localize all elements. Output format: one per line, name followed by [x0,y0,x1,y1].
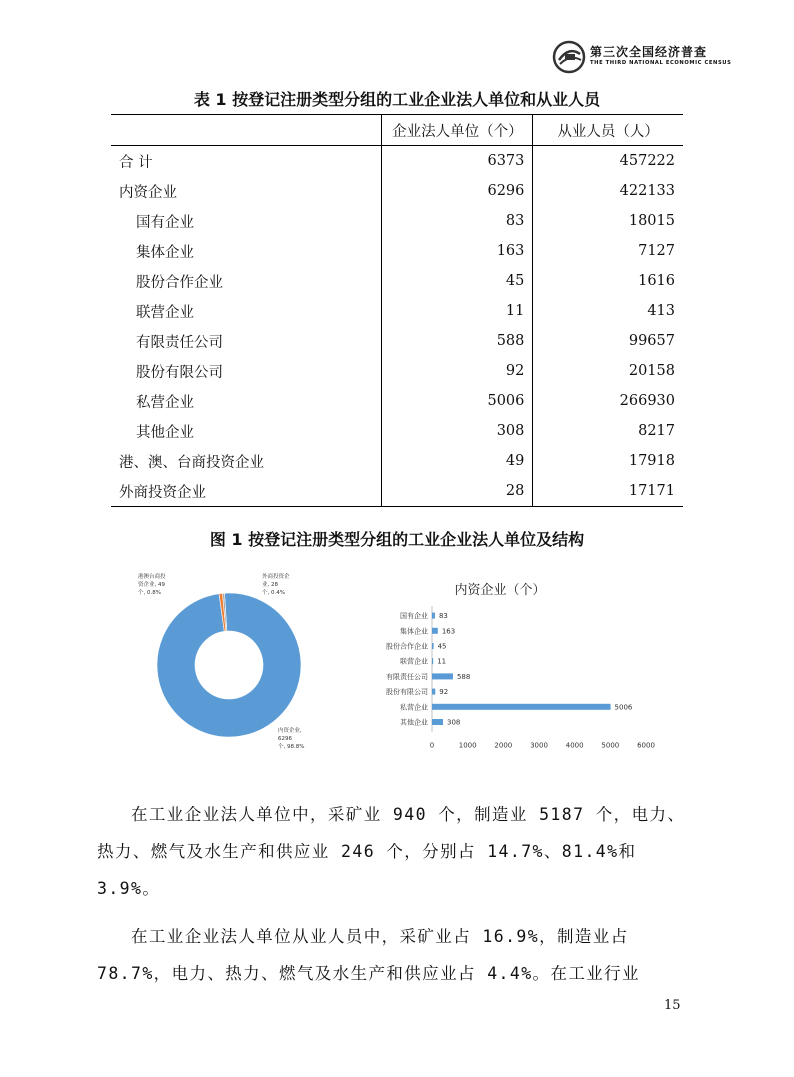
chart-title: 内资企业（个） [454,583,546,598]
units-cell: 11 [382,296,533,326]
employees-cell: 8217 [638,423,675,439]
census-emblem-icon [552,40,586,74]
body-paragraph: 在工业企业法人单位中，采矿业 940 个，制造业 5187 个，电力、热力、燃气及水生产和供应业 246 个，分别占 14.7%、81.4%和 3.9%。 [97,805,686,898]
tick-label: 5000 [601,741,620,750]
table-row [111,386,683,416]
units-cell: 163 [382,236,533,266]
data-label: 83 [438,612,448,621]
census-logo [552,40,732,74]
slice-label: 内资企业, 6296 个, 98.8% [278,728,305,750]
data-label: 92 [439,688,449,697]
bar [432,704,611,710]
table-row [111,146,683,177]
body-paragraph: 在工业企业法人单位从业人员中，采矿业占 16.9%，制造业占 78.7%，电力、热力、燃气及水生产和供应业占 4.4%。在工业行业 [97,927,640,983]
category-label: 集体企业 [400,627,428,636]
bar [432,689,435,695]
row-label: 国有企业 [111,206,382,236]
bar [432,658,433,664]
units-cell: 5006 [382,386,533,416]
data-label: 588 [456,672,471,681]
row-label: 港、澳、台商投资企业 [111,446,382,476]
tick-label: 2000 [494,741,513,750]
page-number: 15 [664,998,681,1013]
tick-label: 1000 [458,741,477,750]
donut-chart [138,568,338,758]
data-label: 5006 [614,703,633,712]
category-label: 国有企业 [400,612,428,621]
row-label: 内资企业 [111,176,382,206]
employees-cell: 1616 [638,273,675,289]
units-cell: 588 [382,326,533,356]
slice-label: 港澳台商投资企业, 49 个, 0.8% [138,574,166,596]
table-caption: 表 1 按登记注册类型分组的工业企业法人单位和从业人员 [193,90,601,109]
category-label: 私营企业 [400,703,428,712]
category-label: 股份有限公司 [386,688,428,697]
tick-label: 6000 [637,741,655,750]
row-label: 合 计 [111,146,382,177]
bar [432,613,435,619]
table-row [111,176,683,206]
data-label: 45 [437,642,447,651]
tick-label: 4000 [565,741,584,750]
units-cell: 45 [382,266,533,296]
category-label: 其他企业 [400,718,428,727]
table-row [111,326,683,356]
table-row [111,296,683,326]
bar [432,628,438,634]
table-row [111,236,683,266]
figure-caption: 图 1 按登记注册类型分组的工业企业法人单位及结构 [209,530,585,549]
bar-chart [360,568,670,758]
units-cell: 6373 [382,146,533,177]
logo-title-en: THE THIRD NATIONAL ECONOMIC CENSUS [590,60,732,66]
enterprise-table [111,114,683,507]
employees-cell: 99657 [628,333,675,349]
column-header: 从业人员（人） [533,115,683,146]
bar [432,673,453,679]
employees-cell: 20158 [628,363,675,379]
row-label: 集体企业 [111,236,382,266]
row-label: 其他企业 [111,416,382,446]
bar [432,719,443,725]
category-label: 联营企业 [400,657,428,666]
category-label: 有限责任公司 [386,672,428,681]
row-label: 联营企业 [111,296,382,326]
row-label: 股份有限公司 [111,356,382,386]
units-cell: 308 [382,416,533,446]
table-row [111,266,683,296]
row-label: 股份合作企业 [111,266,382,296]
employees-cell: 413 [647,303,675,319]
table-row [111,356,683,386]
row-label: 私营企业 [111,386,382,416]
employees-cell: 266930 [619,393,675,409]
table-row [111,416,683,446]
table-row [111,206,683,236]
employees-cell: 457222 [619,153,675,169]
employees-cell: 18015 [628,213,675,229]
table-header-row [111,115,683,146]
units-cell: 49 [382,446,533,476]
units-cell: 83 [382,206,533,236]
donut-slice [157,593,301,737]
employees-cell: 17918 [628,453,675,469]
table-row [111,446,683,476]
tick-label: 0 [429,741,435,750]
row-label: 有限责任公司 [111,326,382,356]
units-cell: 92 [382,356,533,386]
tick-label: 3000 [530,741,548,750]
employees-cell: 422133 [619,183,675,199]
units-cell: 28 [382,476,533,507]
bar [432,643,434,649]
column-header: 企业法人单位（个） [382,115,533,146]
slice-label: 外商投资企业, 28 个, 0.4% [262,574,290,596]
data-label: 308 [446,718,461,727]
data-label: 163 [441,627,456,636]
row-label: 外商投资企业 [111,476,382,507]
employees-cell: 7127 [638,243,675,259]
logo-title-cn: 第三次全国经济普查 [590,45,708,59]
category-label: 股份合作企业 [386,642,428,651]
column-header [111,115,382,146]
data-label: 11 [437,657,447,666]
units-cell: 6296 [382,176,533,206]
table-row [111,476,683,507]
employees-cell: 17171 [533,476,683,507]
